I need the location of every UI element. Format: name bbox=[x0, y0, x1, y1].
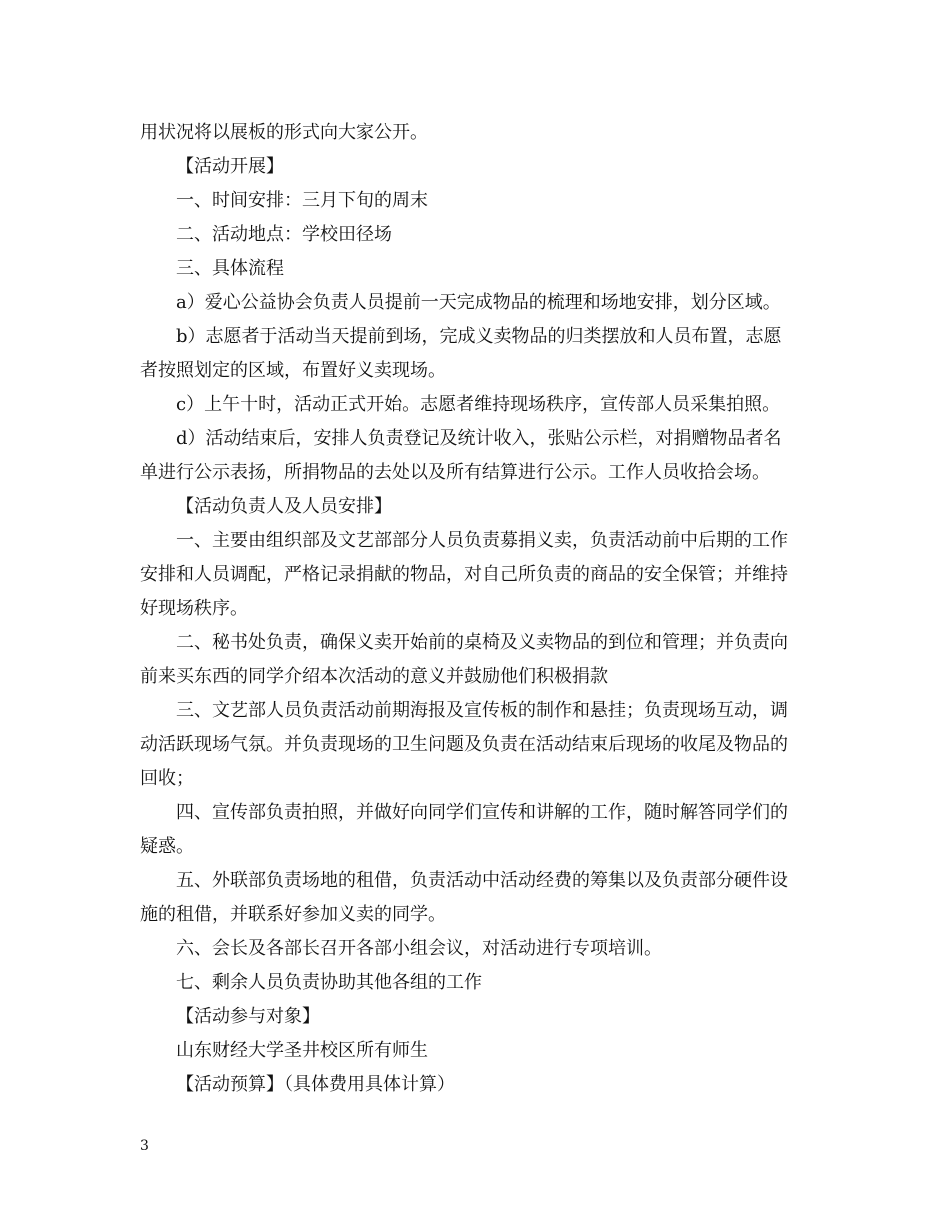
specific-process-heading: 三、具体流程 bbox=[176, 258, 284, 279]
section-heading-activity-launch: 【活动开展】 bbox=[176, 156, 284, 177]
responsibility-item-1-line-2: 安排和人员调配，严格记录捐献的物品，对自己所负责的商品的安全保管；并维持 bbox=[140, 564, 788, 585]
section-heading-responsible-people: 【活动负责人及人员安排】 bbox=[176, 496, 392, 517]
section-heading-participants: 【活动参与对象】 bbox=[176, 1006, 320, 1027]
responsibility-item-5-line-2: 施的租借，并联系好参加义卖的同学。 bbox=[140, 904, 446, 925]
responsibility-item-1-line-3: 好现场秩序。 bbox=[140, 598, 248, 619]
responsibility-item-3-line-2: 动活跃现场气氛。并负责现场的卫生问题及负责在活动结束后现场的收尾及物品的 bbox=[140, 734, 788, 755]
responsibility-item-4-line-1: 四、宣传部负责拍照，并做好向同学们宣传和讲解的工作，随时解答同学们的 bbox=[176, 802, 788, 823]
responsibility-item-2-line-1: 二、秘书处负责，确保义卖开始前的桌椅及义卖物品的到位和管理；并负责向 bbox=[176, 632, 788, 653]
responsibility-item-3-line-1: 三、文艺部人员负责活动前期海报及宣传板的制作和悬挂；负责现场互动，调 bbox=[176, 700, 788, 721]
responsibility-item-3-line-3: 回收； bbox=[140, 768, 194, 789]
process-item-b-line-1: b）志愿者于活动当天提前到场，完成义卖物品的归类摆放和人员布置，志愿 bbox=[176, 326, 782, 347]
paragraph-line-1: 用状况将以展板的形式向大家公开。 bbox=[140, 122, 428, 143]
participants-line: 山东财经大学圣井校区所有师生 bbox=[176, 1040, 428, 1061]
responsibility-item-2-line-2: 前来买东西的同学介绍本次活动的意义并鼓励他们积极捐款 bbox=[140, 666, 608, 687]
responsibility-item-1-line-1: 一、主要由组织部及文艺部部分人员负责募捐义卖，负责活动前中后期的工作 bbox=[176, 530, 788, 551]
responsibility-item-7: 七、剩余人员负责协助其他各组的工作 bbox=[176, 972, 482, 993]
process-item-b-line-2: 者按照划定的区域，布置好义卖现场。 bbox=[140, 360, 446, 381]
document-body bbox=[140, 116, 812, 1102]
process-item-a: a）爱心公益协会负责人员提前一天完成物品的梳理和场地安排，划分区域。 bbox=[176, 292, 781, 313]
activity-location-line: 二、活动地点：学校田径场 bbox=[176, 224, 392, 245]
page-number: 3 bbox=[140, 1138, 149, 1154]
section-heading-budget: 【活动预算】（具体费用具体计算） bbox=[176, 1074, 455, 1095]
time-arrangement-line: 一、时间安排：三月下旬的周末 bbox=[176, 190, 428, 211]
process-item-c: c）上午十时，活动正式开始。志愿者维持现场秩序，宣传部人员采集拍照。 bbox=[176, 394, 781, 415]
process-item-d-line-2: 单进行公示表扬，所捐物品的去处以及所有结算进行公示。工作人员收拾会场。 bbox=[140, 462, 770, 483]
responsibility-item-4-line-2: 疑惑。 bbox=[140, 836, 194, 857]
responsibility-item-5-line-1: 五、外联部负责场地的租借，负责活动中活动经费的筹集以及负责部分硬件设 bbox=[176, 870, 788, 891]
process-item-d-line-1: d）活动结束后，安排人负责登记及统计收入，张贴公示栏，对捐赠物品者名 bbox=[176, 428, 782, 449]
responsibility-item-6: 六、会长及各部长召开各部小组会议，对活动进行专项培训。 bbox=[176, 938, 662, 959]
